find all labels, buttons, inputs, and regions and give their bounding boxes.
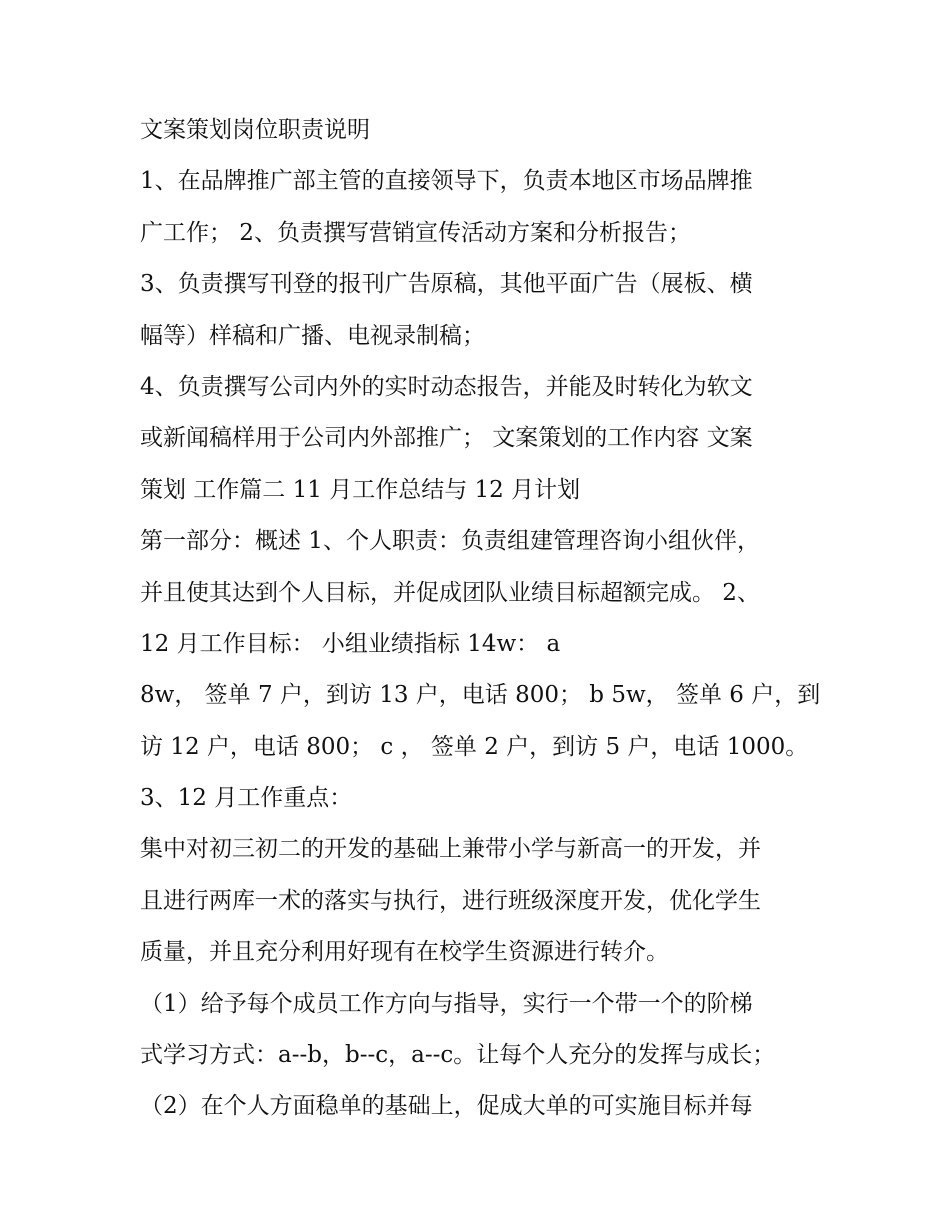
text-line: 策划 工作篇二 11 月工作总结与 12 月计划 xyxy=(140,476,581,503)
text-line: 并且使其达到个人目标，并促成团队业绩目标超额完成。 2、 xyxy=(140,579,760,606)
text-line: 1、在品牌推广部主管的直接领导下，负责本地区市场品牌推 xyxy=(140,168,753,195)
text-line: （1）给予每个成员工作方向与指导，实行一个带一个的阶梯 xyxy=(140,990,753,1017)
text-line: 式学习方式：a--b，b--c，a--c。让每个人充分的发挥与成长； xyxy=(140,1042,776,1069)
text-line: 质量，并且充分利用好现有在校学生资源进行转介。 xyxy=(140,939,669,966)
text-line: 12 月工作目标： 小组业绩指标 14w： a xyxy=(140,630,561,657)
document-body xyxy=(140,110,830,1138)
text-line: 或新闻稿样用于公司内外部推广； 文案策划的工作内容 文案 xyxy=(140,425,753,452)
text-line: 集中对初三初二的开发的基础上兼带小学与新高一的开发，并 xyxy=(140,836,761,863)
text-line: 广工作； 2、负责撰写营销宣传活动方案和分析报告； xyxy=(140,219,691,246)
text-line: 幅等）样稿和广播、电视录制稿； xyxy=(140,322,485,349)
text-line: 3、负责撰写刊登的报刊广告原稿，其他平面广告（展板、横 xyxy=(140,271,753,298)
text-line: 8w， 签单 7 户，到访 13 户，电话 800； b 5w， 签单 6 户，到 xyxy=(140,682,821,709)
text-line: 3、12 月工作重点： xyxy=(140,785,353,812)
text-line: 4、负责撰写公司内外的实时动态报告，并能及时转化为软文 xyxy=(140,373,753,400)
text-line: （2）在个人方面稳单的基础上，促成大单的可实施目标并每 xyxy=(140,1093,753,1120)
text-line: 访 12 户，电话 800； c ， 签单 2 户，到访 5 户，电话 1000。 xyxy=(140,733,809,760)
document-title: 文案策划岗位职责说明 xyxy=(140,117,370,143)
text-line: 且进行两库一术的落实与执行，进行班级深度开发，优化学生 xyxy=(140,887,761,914)
text-line: 第一部分：概述 1、个人职责：负责组建管理咨询小组伙伴， xyxy=(140,528,760,555)
